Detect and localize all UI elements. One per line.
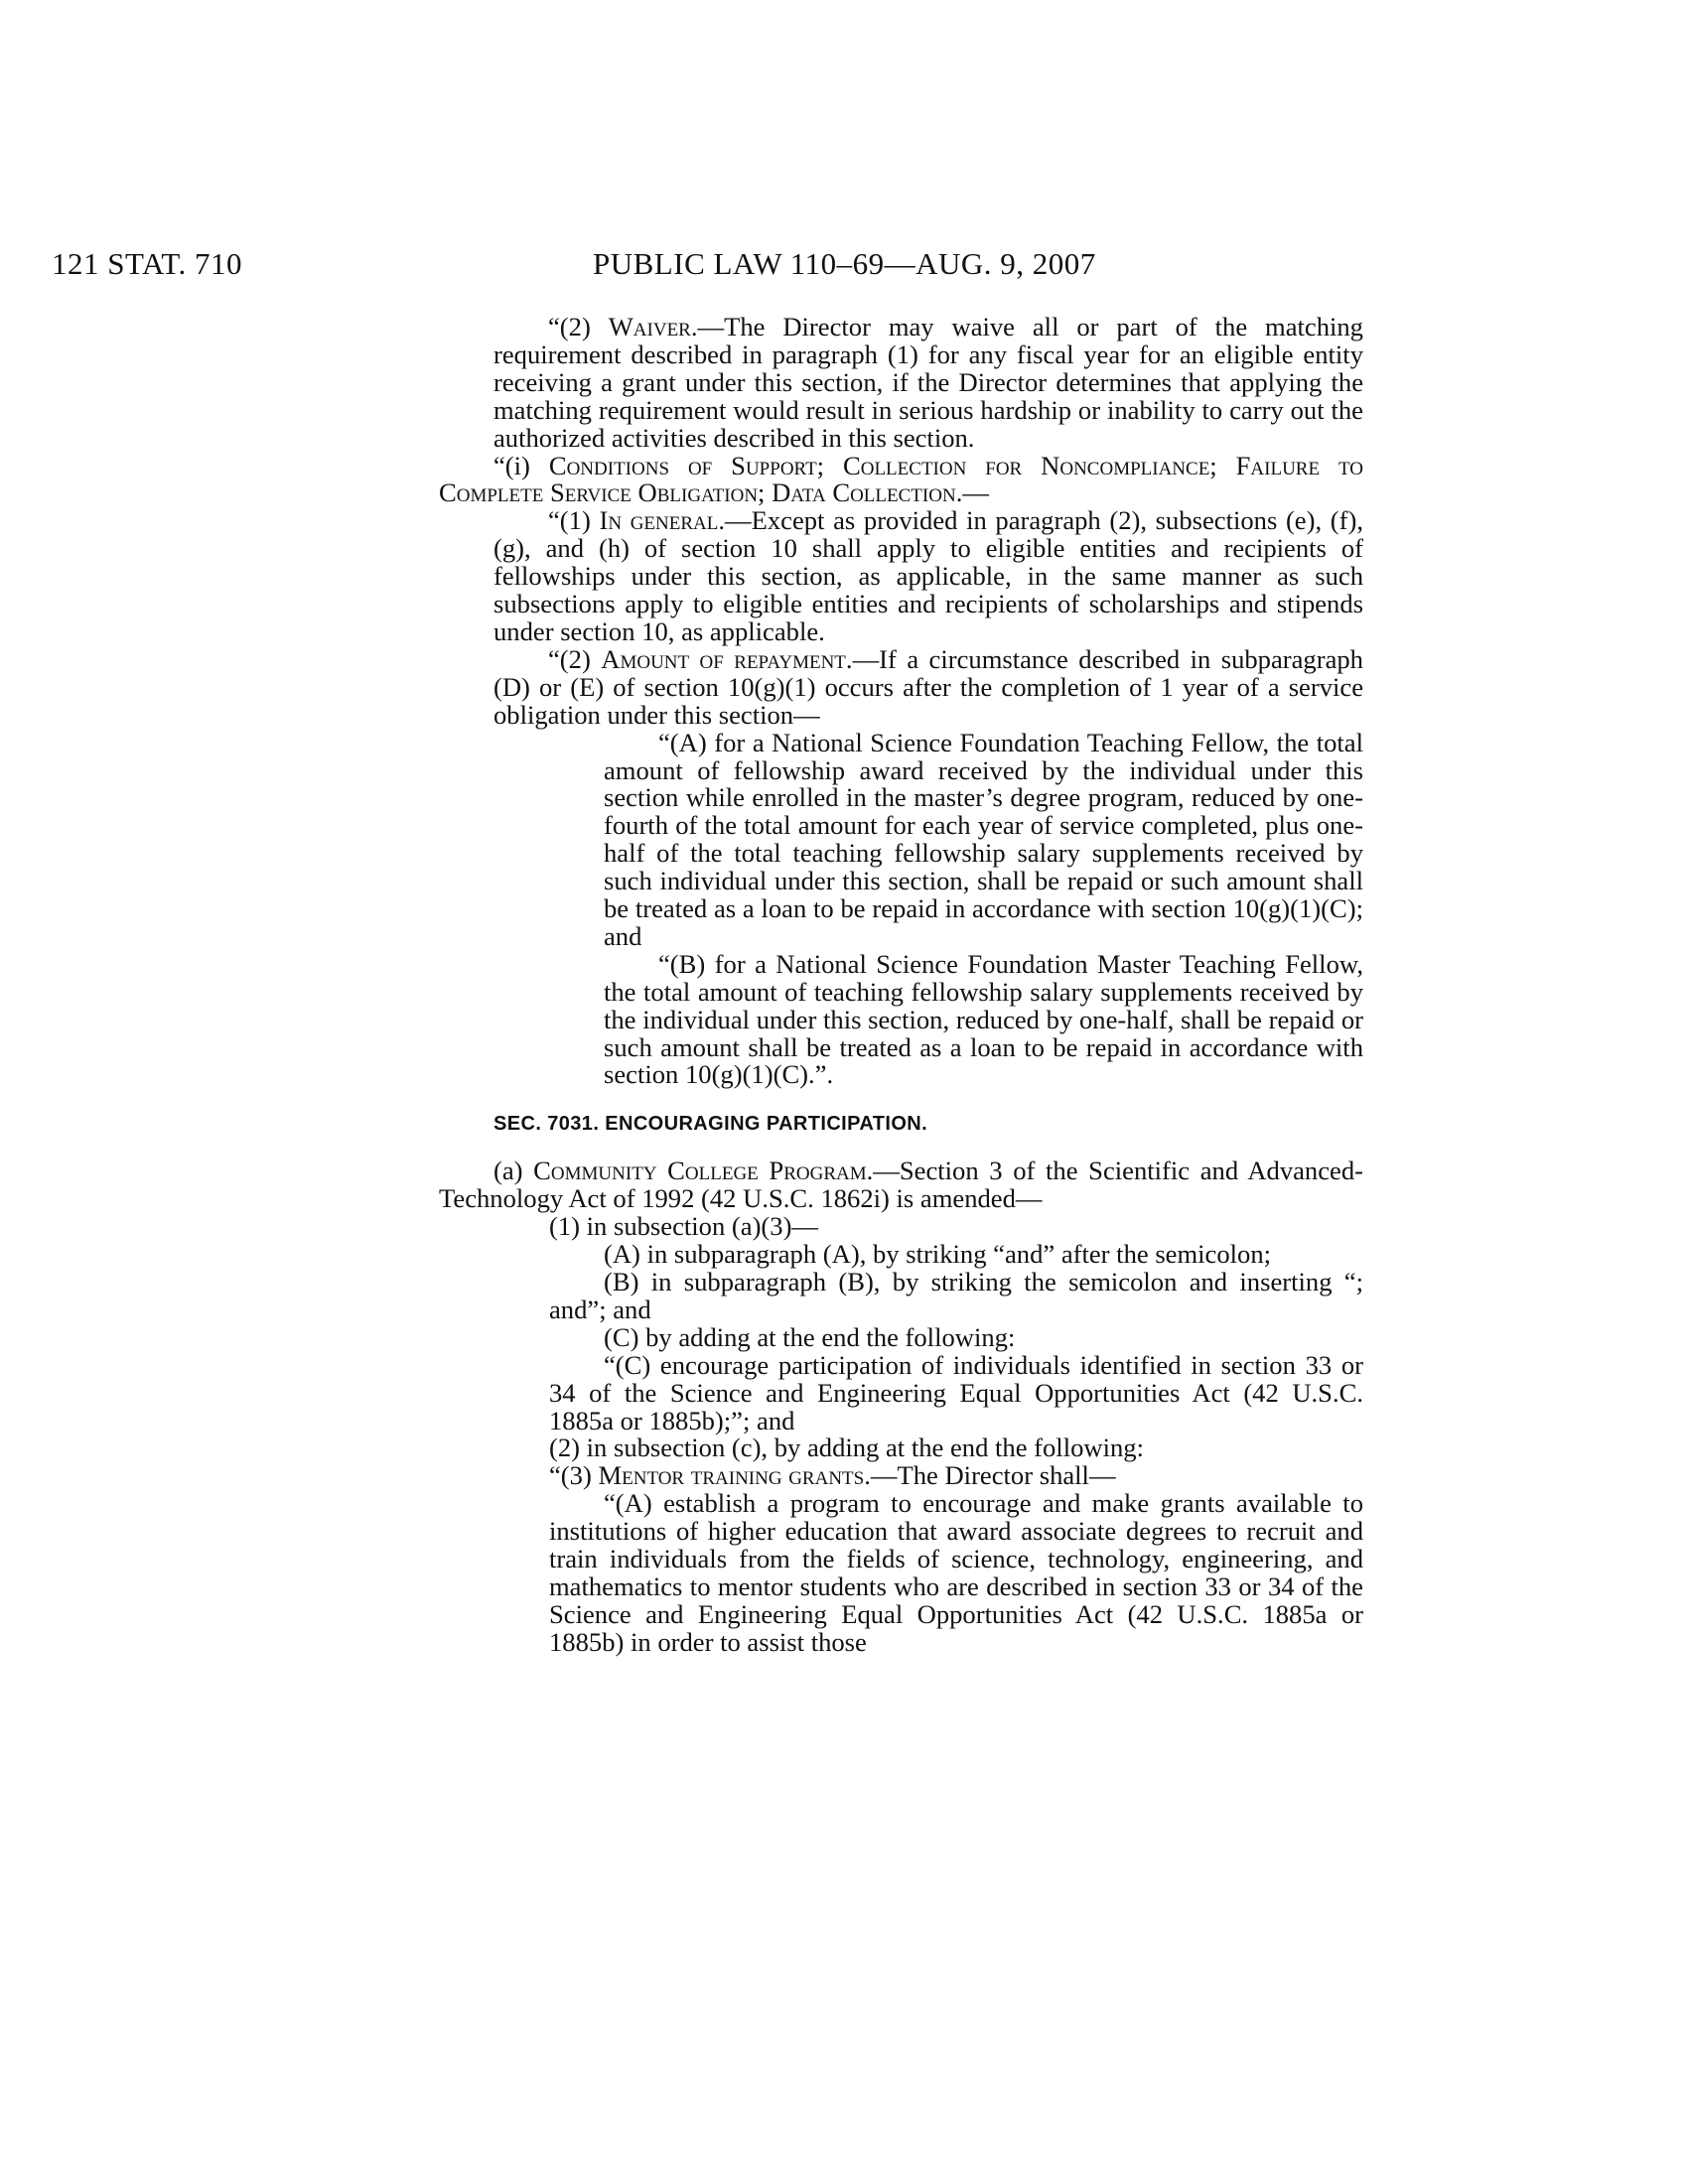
subsection-i-lead: “(i): [493, 450, 549, 480]
subsection-i-heading: [439, 450, 1363, 508]
paragraph-mentor: [549, 1462, 1363, 1490]
mentor-lead: “(3): [549, 1460, 599, 1491]
subsection-i-dash: .—: [955, 478, 989, 508]
section-heading: SEC. 7031. ENCOURAGING PARTICIPATION.: [493, 1113, 928, 1136]
mentor-text: .—The Director shall—: [864, 1460, 1116, 1491]
community-college-heading: Community College Program: [533, 1156, 867, 1186]
subsection-i-title: Conditions of Support; Collection for Noncompliance; Failure to Complete Service Obligation; Data Collection: [439, 450, 1363, 508]
subparagraph-b: “(B) for a National Science Foundation Master Teaching Fellow, the total amount of teaching fellowship salary supplements received by the individual under this section, reduced by one-half, shall be repaid or such amount shall be treated as a loan to be repaid in accordance with section 10(g)(1)(C).”.: [604, 948, 1363, 1090]
in-general-heading: In general: [599, 505, 719, 536]
paragraph-repayment: [493, 643, 1363, 730]
in-general-text: .—Except as provided in paragraph (2), subsections (e), (f), (g), and (h) of section 10 shall apply to eligible entities and recipients of fellowships under this section, as applicable, in the same manner as such subsections apply to eligible entities and recipients of scholarships and stipends under section 10, as applicable.: [493, 505, 1363, 646]
public-law-title: PUBLIC LAW 110–69—AUG. 9, 2007: [593, 246, 1096, 281]
waiver-text: .—The Director may waive all or part of the matching requirement described in paragraph (1) for any fiscal year for an eligible entity receiving a grant under this section, if the Director determines that applying the matching requirement would result in serious hardship or inability to carry out the authorized activities described in this section.: [493, 312, 1363, 453]
item-1b: (B) in subparagraph (B), by striking the semicolon and inserting “; and”; and: [549, 1267, 1363, 1324]
item-2: (2) in subsection (c), by adding at the end the following:: [549, 1433, 1144, 1463]
subparagraph-a: “(A) for a National Science Foundation Teaching Fellow, the total amount of fellowship award received by the individual under this section while enrolled in the master’s degree program, reduced by one-fourth of the total amount for each year of service completed, plus one-half of the total teaching fellowship salary supplements received by such individual under this section, shall be repaid or such amount shall be treated as a loan to be repaid in accordance with section 10(g)(1)(C); and: [604, 727, 1363, 951]
repayment-lead: “(2): [548, 643, 602, 674]
page-header: [0, 244, 1688, 284]
repayment-text: .—If a circumstance described in subparagraph (D) or (E) of section 10(g)(1) occurs after the completion of 1 year of a service obligation under this section—: [493, 643, 1363, 730]
statute-reference: 121 STAT. 710: [52, 246, 243, 281]
paragraph-in-general: [493, 507, 1363, 646]
in-general-lead: “(1): [548, 505, 600, 536]
paragraph-community-college: [439, 1158, 1363, 1213]
quoted-subparagraph-c: “(C) encourage participation of individuals identified in section 33 or 34 of the Science and Engineering Equal Opportunities Act (42 U.S.C. 1885a or 1885b);”; and: [549, 1349, 1363, 1435]
repayment-heading: Amount of repayment: [601, 643, 846, 674]
item-1: (1) in subsection (a)(3)—: [549, 1211, 819, 1242]
item-1a: (A) in subparagraph (A), by striking “and” after the semicolon;: [604, 1239, 1272, 1270]
mentor-subparagraph-a: “(A) establish a program to encourage and make grants available to institutions of higher education that award associate degrees to recruit and train individuals from the fields of science, technology, engineering, and mathematics to mentor students who are described in section 33 or 34 of the Science and Engineering Equal Opportunities Act (42 U.S.C. 1885a or 1885b) in order to assist those: [549, 1488, 1363, 1657]
item-1c: (C) by adding at the end the following:: [604, 1321, 1016, 1352]
community-college-lead: (a): [493, 1156, 534, 1186]
paragraph-waiver: [493, 314, 1363, 453]
document-body: [439, 312, 1363, 1657]
community-college-text: .—Section 3 of the Scientific and Advanced-Technology Act of 1992 (42 U.S.C. 1862i) is amended—: [439, 1156, 1363, 1214]
waiver-lead: “(2): [548, 312, 609, 341]
waiver-heading: Waiver: [608, 312, 691, 341]
mentor-heading: Mentor training grants: [598, 1460, 865, 1491]
